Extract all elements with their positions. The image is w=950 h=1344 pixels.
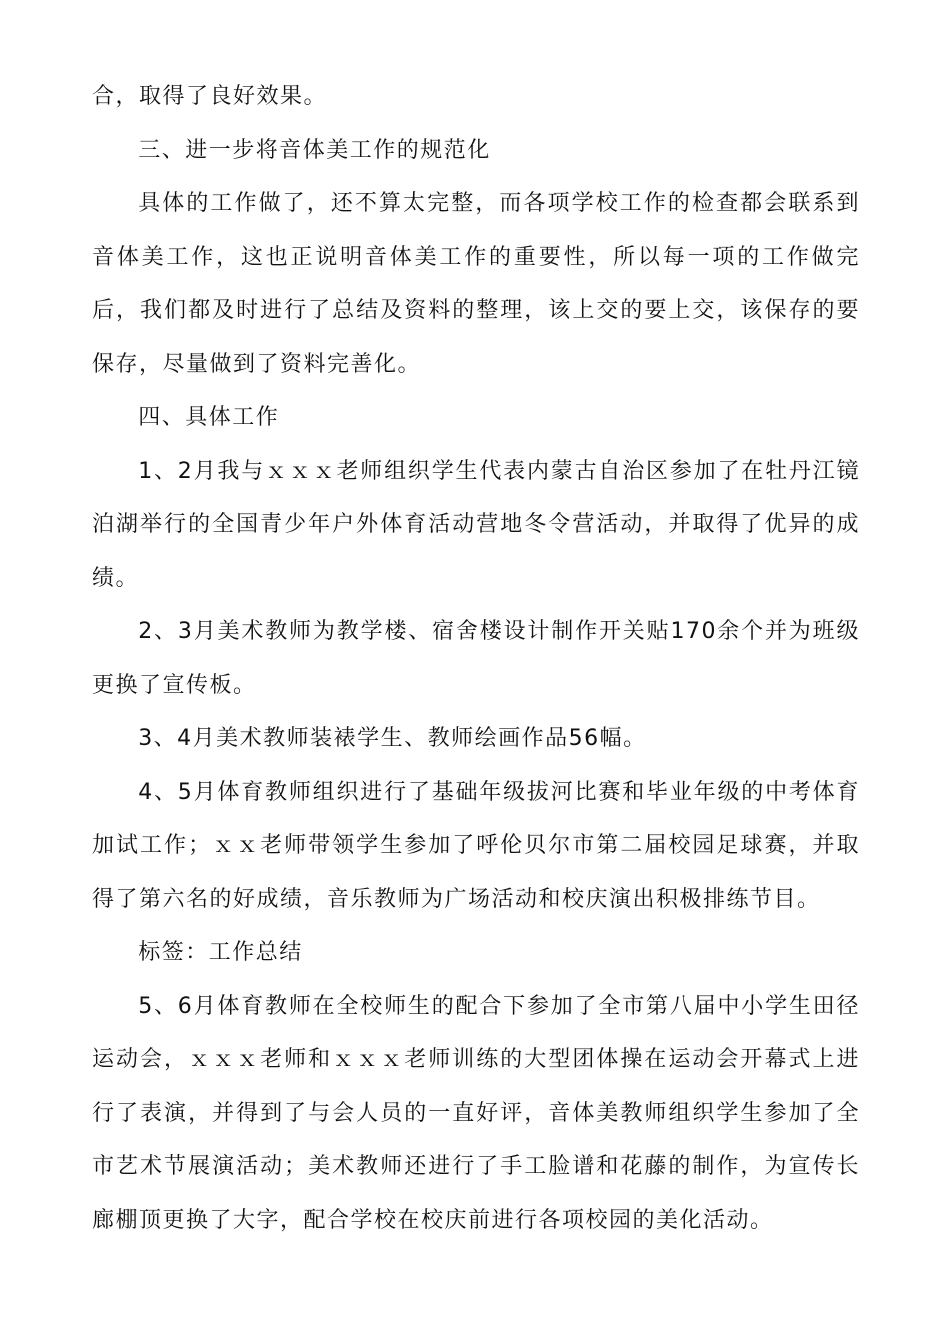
section-heading-3: 三、进一步将音体美工作的规范化 [138,137,491,163]
paragraph-standardization: 具体的工作做了，还不算太完整，而各项学校工作的检查都会联系到音体美工作，这也正说明音体美工作的重要性，所以每一项的工作做完后，我们都及时进行了总结及资料的整理，该上交的要上交，该保存的要保存，尽量做到了资料完善化。 [92,191,860,377]
item-3-april: 3、4月美术教师装裱学生、教师绘画作品56幅。 [138,726,647,751]
document-page [92,70,860,1247]
tag-line: 标签：工作总结 [138,940,303,965]
item-1-february: 1、2月我与ｘｘｘ老师组织学生代表内蒙古自治区参加了在牡丹江镜泊湖举行的全国青少年户外体育活动营地冬令营活动，并取得了优异的成绩。 [92,458,860,591]
section-heading-4: 四、具体工作 [138,405,280,430]
item-2-march: 2、3月美术教师为教学楼、宿舍楼设计制作开关贴170余个并为班级更换了宣传板。 [92,619,860,698]
paragraph-continuation: 合，取得了良好效果。 [92,84,328,109]
item-5-june: 5、6月体育教师在全校师生的配合下参加了全市第八届中小学生田径运动会，ｘｘｘ老师和ｘｘｘ老师训练的大型团体操在运动会开幕式上进行了表演，并得到了与会人员的一直好评，音体美教师组织学生参加了全市艺术节展演活动；美术教师还进行了手工脸谱和花藤的制作，为宣传长廊棚顶更换了大字，配合学校在校庆前进行各项校园的美化活动。 [92,993,860,1233]
item-4-may: 4、5月体育教师组织进行了基础年级拔河比赛和毕业年级的中考体育加试工作；ｘｘ老师带领学生参加了呼伦贝尔市第二届校园足球赛，并取得了第六名的好成绩，音乐教师为广场活动和校庆演出积极排练节目。 [92,779,860,912]
